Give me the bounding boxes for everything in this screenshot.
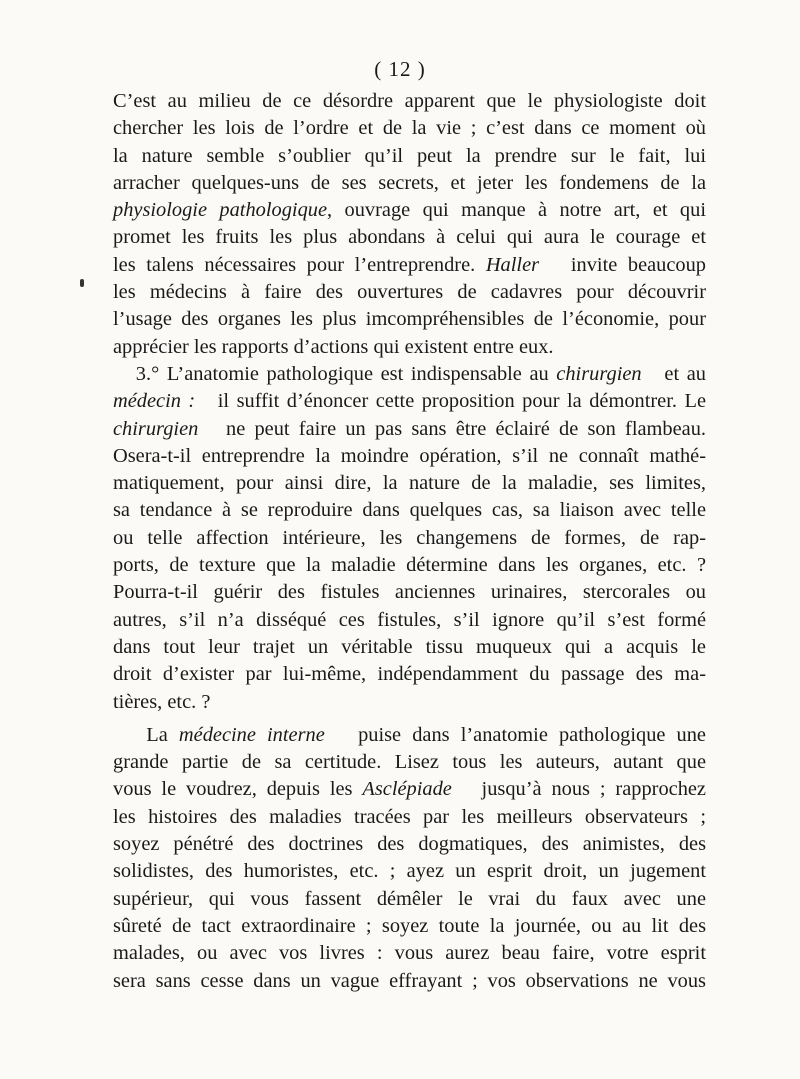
page-number: ( 12 ) xyxy=(374,57,426,81)
text-segment: les talens nécessaires pour l’entreprendre. xyxy=(113,253,486,276)
text-segment: grande partie de sa certitude. Lisez tous les auteurs, autant que xyxy=(113,751,706,774)
text-line xyxy=(113,443,706,470)
text-line xyxy=(113,749,706,776)
text-segment: tières, etc. ? xyxy=(113,690,211,713)
text-segment: vous le voudrez, depuis les xyxy=(113,778,363,801)
text-line xyxy=(113,279,706,306)
text-segment: C’est au milieu de ce désordre apparent que le physiologiste doit xyxy=(113,90,706,112)
text-segment: autres, s’il n’a disséqué ces fistules, s’il ignore qu’il s’est formé xyxy=(113,608,706,631)
text-line xyxy=(113,115,706,142)
italic-text: Haller xyxy=(485,253,540,276)
text-line xyxy=(113,197,706,224)
text-line xyxy=(113,661,706,688)
italic-text: médecine interne xyxy=(178,723,325,746)
text-segment: puise dans l’anatomie pathologique une xyxy=(324,723,706,746)
text-line xyxy=(113,497,706,524)
text-segment: matiquement, pour ainsi dire, la nature de la maladie, ses limites, xyxy=(113,472,706,495)
text-line xyxy=(113,388,706,415)
text-segment: invite beaucoup xyxy=(539,253,706,276)
text-line xyxy=(113,634,706,661)
text-segment: les histoires des maladies tracées par les meilleurs observateurs ; xyxy=(113,805,706,828)
body-text xyxy=(113,88,706,995)
text-line xyxy=(113,940,706,967)
italic-text: Asclépiade xyxy=(362,778,452,801)
text-segment: l’usage des organes les plus imcompréhensibles de l’économie, pour xyxy=(113,308,706,331)
italic-text: physiologie pathologique xyxy=(113,199,328,222)
text-segment: sa tendance à se reproduire dans quelques cas, sa liaison avec telle xyxy=(113,499,706,522)
text-line xyxy=(113,224,706,251)
text-segment: ou telle affection intérieure, les changemens de formes, de rap- xyxy=(113,526,706,549)
text-segment: jusqu’à nous ; rapprochez xyxy=(451,778,706,801)
text-line xyxy=(113,968,706,995)
text-line xyxy=(113,470,706,497)
text-line xyxy=(113,170,706,197)
text-segment: La xyxy=(113,723,179,746)
text-segment: sera sans cesse dans un vague effrayant ; vos observations ne vous xyxy=(113,969,706,992)
text-line xyxy=(113,858,706,885)
text-segment: ne peut faire un pas sans être éclairé de son flambeau. xyxy=(198,417,706,440)
text-line xyxy=(113,88,706,115)
text-segment: sûreté de tact extraordinaire ; soyez toute la journée, ou au lit des xyxy=(113,914,706,937)
text-line xyxy=(113,722,706,749)
text-line xyxy=(113,886,706,913)
text-line xyxy=(113,252,706,279)
text-segment: Osera-t-il entreprendre la moindre opération, s’il ne connaît mathé- xyxy=(113,444,706,467)
text-segment: malades, ou avec vos livres : vous aurez beau faire, votre esprit xyxy=(113,942,706,965)
text-line xyxy=(113,913,706,940)
margin-ink-mark xyxy=(80,279,84,287)
text-segment: 3.° L’anatomie pathologique est indispensable au xyxy=(113,362,557,385)
text-line xyxy=(113,334,706,361)
text-segment: il suffit d’énoncer cette proposition pour la démontrer. Le xyxy=(195,390,707,413)
text-segment: soyez pénétré des doctrines des dogmatiques, des animistes, des xyxy=(113,833,706,856)
text-segment: promet les fruits les plus abondans à celui qui aura le courage et xyxy=(113,226,706,249)
italic-text: chirurgien xyxy=(113,417,199,440)
text-segment: , ouvrage qui manque à notre art, et qui xyxy=(327,199,706,222)
text-segment: et au xyxy=(641,362,706,385)
italic-text: médecin : xyxy=(113,390,196,413)
text-line xyxy=(113,361,706,388)
text-segment: dans tout leur trajet un véritable tissu muqueux qui a acquis le xyxy=(113,635,706,658)
text-segment: supérieur, qui vous fassent démêler le vrai du faux avec une xyxy=(113,887,706,910)
text-line xyxy=(113,579,706,606)
text-segment: Pourra-t-il guérir des fistules anciennes urinaires, stercorales ou xyxy=(113,581,706,604)
text-segment: la nature semble s’oublier qu’il peut la prendre sur le fait, lui xyxy=(113,144,706,167)
text-segment: les médecins à faire des ouvertures de cadavres pour découvrir xyxy=(113,281,706,304)
text-line xyxy=(113,416,706,443)
text-line xyxy=(113,831,706,858)
text-segment: chercher les lois de l’ordre et de la vie ; c’est dans ce moment où xyxy=(113,117,706,140)
text-line xyxy=(113,143,706,170)
text-segment: arracher quelques-uns de ses secrets, et jeter les fondemens de la xyxy=(113,171,706,194)
text-line xyxy=(113,776,706,803)
text-line xyxy=(113,306,706,333)
text-line xyxy=(113,525,706,552)
text-line xyxy=(113,552,706,579)
text-segment: apprécier les rapports d’actions qui existent entre eux. xyxy=(113,335,554,358)
text-segment: solidistes, des humoristes, etc. ; ayez un esprit droit, un jugement xyxy=(113,860,706,883)
text-segment: ports, de texture que la maladie détermine dans les organes, etc. ? xyxy=(113,554,706,577)
text-line xyxy=(113,804,706,831)
text-segment: droit d’exister par lui-même, indépendamment du passage des ma- xyxy=(113,663,706,686)
text-line xyxy=(113,607,706,634)
italic-text: chirurgien xyxy=(556,362,642,385)
text-line xyxy=(113,689,706,716)
